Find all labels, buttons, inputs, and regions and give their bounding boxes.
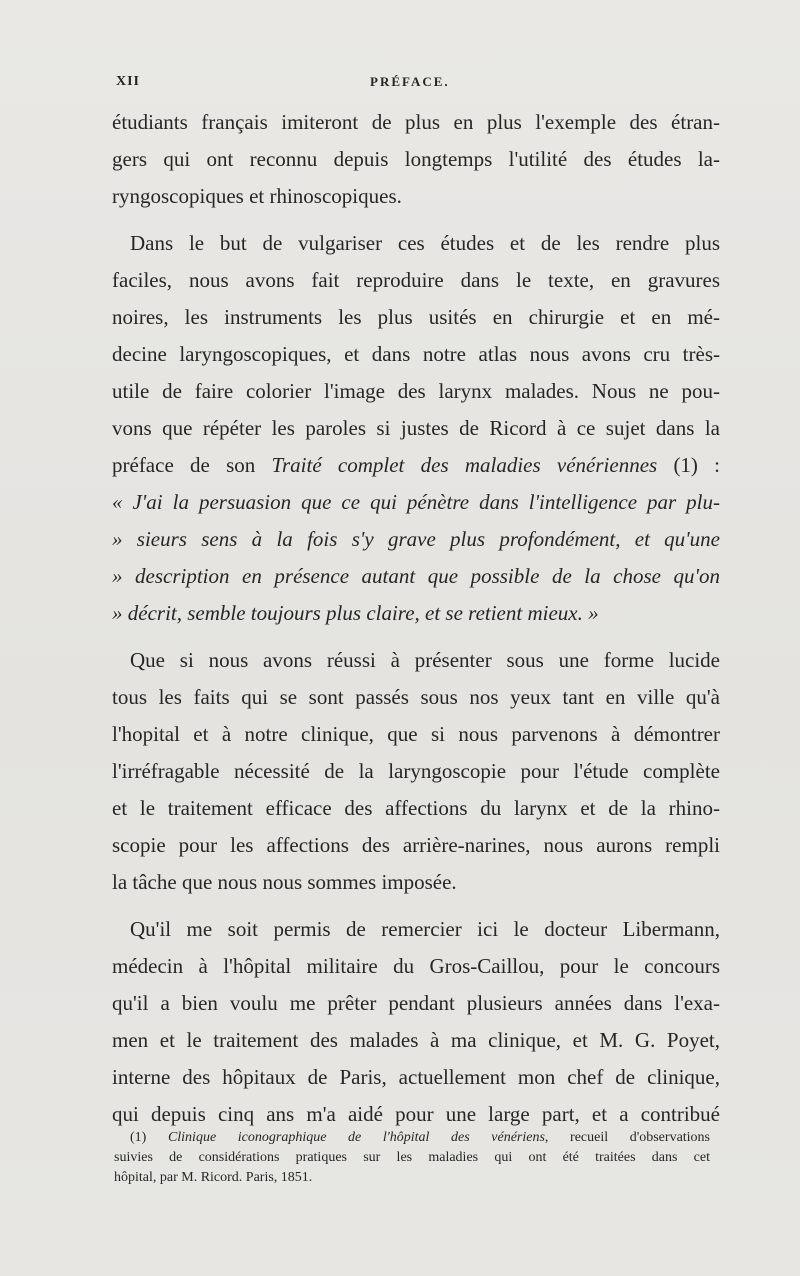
- text-line: men et le traitement des malades à ma clinique, et M. G. Poyet,: [112, 1028, 720, 1052]
- text-line: faciles, nous avons fait reproduire dans le texte, en gravures: [112, 268, 720, 292]
- text-line: ryngoscopiques et rhinoscopiques.: [112, 184, 402, 208]
- footnote-marker: (1): [130, 1130, 168, 1145]
- paragraph: [112, 225, 720, 632]
- text-line: qui depuis cinq ans m'a aidé pour une large part, et a contribué: [112, 1102, 720, 1126]
- text-line: médecin à l'hôpital militaire du Gros-Caillou, pour le concours: [112, 954, 720, 978]
- paragraph: [112, 104, 720, 215]
- text-line: tous les faits qui se sont passés sous nos yeux tant en ville qu'à: [112, 685, 720, 709]
- body-text: [112, 104, 720, 1133]
- text-line: scopie pour les affections des arrière-narines, nous aurons rempli: [112, 833, 720, 857]
- text-fragment: (1) :: [657, 453, 720, 477]
- text-fragment: préface de son: [112, 453, 272, 477]
- text-line: Dans le but de vulgariser ces études et de les rendre plus: [130, 231, 720, 255]
- running-title: PRÉFACE.: [370, 74, 450, 89]
- text-line: utile de faire colorier l'image des larynx malades. Nous ne pou-: [112, 379, 720, 403]
- quote-line: « J'ai la persuasion que ce qui pénètre dans l'intelligence par plu-: [112, 490, 720, 514]
- footnote: [114, 1128, 710, 1188]
- page-number: XII: [116, 74, 141, 89]
- text-line: la tâche que nous nous sommes imposée.: [112, 870, 457, 894]
- paragraph: [112, 911, 720, 1133]
- text-line: l'irréfragable nécessité de la laryngoscopie pour l'étude complète: [112, 759, 720, 783]
- footnote-book-title: Clinique iconographique de l'hôpital des vénériens: [167, 1130, 545, 1145]
- text-line: decine laryngoscopiques, et dans notre atlas nous avons cru très-: [112, 342, 720, 366]
- text-line: Qu'il me soit permis de remercier ici le docteur Libermann,: [130, 917, 720, 941]
- text-line: gers qui ont reconnu depuis longtemps l'utilité des études la-: [112, 147, 720, 171]
- footnote-line: suivies de considérations pratiques sur les maladies qui ont été traitées dans cet: [114, 1150, 710, 1165]
- footnote-line: hôpital, par M. Ricord. Paris, 1851.: [114, 1170, 313, 1185]
- text-fragment: , recueil d'observations: [544, 1130, 711, 1145]
- paragraph: [112, 642, 720, 901]
- text-line: noires, les instruments les plus usités en chirurgie et en mé-: [112, 305, 720, 329]
- quote-line: » description en présence autant que possible de la chose qu'on: [112, 564, 720, 588]
- text-line: qu'il a bien voulu me prêter pendant plusieurs années dans l'exa-: [112, 991, 720, 1015]
- text-line-with-title: [112, 447, 720, 484]
- text-line: vons que répéter les paroles si justes de Ricord à ce sujet dans la: [112, 416, 720, 440]
- text-line: interne des hôpitaux de Paris, actuellement mon chef de clinique,: [112, 1065, 720, 1089]
- book-title: Traité complet des maladies vénériennes: [271, 453, 658, 477]
- text-line: étudiants français imiteront de plus en plus l'exemple des étran-: [112, 110, 720, 134]
- text-line: et le traitement efficace des affections du larynx et de la rhino-: [112, 796, 720, 820]
- text-line: Que si nous avons réussi à présenter sous une forme lucide: [130, 648, 720, 672]
- quote-line: » sieurs sens à la fois s'y grave plus profondément, et qu'une: [112, 527, 720, 551]
- footnote-line: [114, 1128, 710, 1148]
- quote-line: » décrit, semble toujours plus claire, et se retient mieux. »: [112, 601, 599, 625]
- text-line: l'hopital et à notre clinique, que si nous parvenons à démontrer: [112, 722, 720, 746]
- running-head: [116, 74, 720, 98]
